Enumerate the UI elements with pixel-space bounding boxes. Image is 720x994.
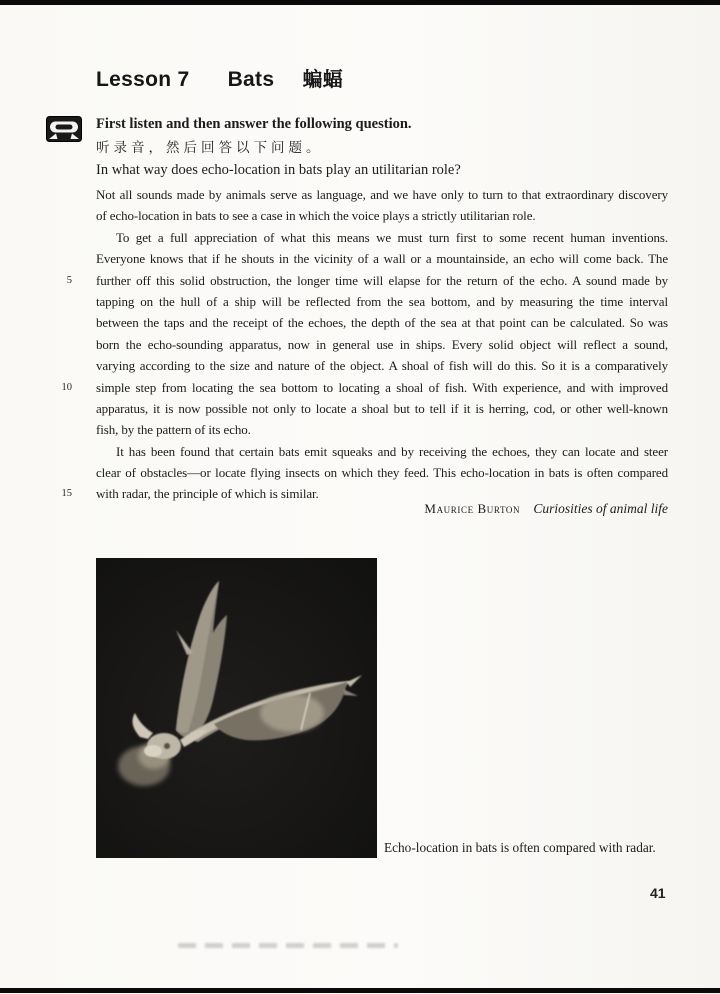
passage-line-text: simple step from locating the sea bottom to locating a shoal of fish. With experience, and with improved [96,379,668,395]
line-number [56,312,72,333]
passage-line [56,291,668,312]
passage-line-text: It has been found that certain bats emit squeaks and by receiving the echoes, they can locate and steer [116,443,668,459]
passage-line-text: Everyone knows that if he shouts in the vicinity of a wall or a mountainside, an echo will come back. The [96,251,668,267]
passage-line-text: clear of obstacles—or locate flying insects on which they feed. This echo-location in bats is often compared [96,465,668,481]
lesson-title [96,63,343,92]
passage-line-text: varying according to the size and nature of the object. A shoal of fish will do this. So it is a comparatively [96,358,668,374]
line-number [56,355,72,376]
source-attribution [56,501,668,517]
passage-line-text: of echo-location in bats to see a case in which the voice plays a strictly utilitarian role. [96,208,536,224]
line-number [56,441,72,462]
passage-line [56,419,668,440]
line-number [56,248,72,269]
photo-caption: Echo-location in bats is often compared with radar. [384,840,656,855]
bat-photo-illustration [96,558,377,858]
reading-passage [56,184,668,505]
passage-line-text: with radar, the principle of which is similar. [96,486,319,502]
line-number [56,227,72,248]
line-number [56,398,72,419]
passage-line-text: Not all sounds made by animals serve as language, and we have only to turn to that extraordinary discovery [96,187,668,202]
listen-instruction-english: First listen and then answer the following question. [96,116,412,132]
passage-line [56,227,668,248]
passage-line [56,334,668,355]
scan-edge-top [0,0,720,5]
passage-line [56,377,668,398]
line-number [56,334,72,355]
lesson-number: Lesson 7 [96,68,190,91]
line-number [56,205,72,226]
attribution-author: Maurice Burton [424,501,521,516]
passage-line [56,312,668,333]
line-number: 15 [61,488,72,500]
passage-line-text: between the taps and the receipt of the echoes, the depth of the sea at that point can be calculated. So was [96,315,668,331]
attribution-work-title: Curiosities of animal life [533,501,668,516]
passage-line [56,462,668,483]
lesson-subject-chinese: 蝙蝠 [302,69,344,91]
passage-line-text: fish, by the pattern of its echo. [96,422,251,438]
page-number: 41 [650,885,666,901]
line-number [56,291,72,312]
passage-line-text: To get a full appreciation of what this means we must turn first to some recent human inventions. [116,229,668,245]
passage-line [56,441,668,462]
passage-line [56,248,668,269]
line-number: 5 [66,274,72,286]
listen-text-block [96,113,461,182]
passage-line [56,270,668,291]
listening-instructions [46,113,461,182]
line-number: 10 [61,381,72,393]
listen-instruction-chinese: 听录音，然后回答以下问题。 [96,140,324,155]
passage-line-text: apparatus, it is now possible not only to locate a shoal but to tell if it is herring, cod, or other well-known [96,400,668,416]
passage-line [56,205,668,226]
passage-line-text: tapping on the hull of a ship will be reflected from the sea bottom, and by measuring the time interval [96,293,668,309]
comprehension-question: In what way does echo-location in bats play an utilitarian role? [96,162,461,178]
passage-line [56,398,668,419]
passage-line-text: further off this solid obstruction, the longer time will elapse for the return of the echo. A sound made by [96,272,668,288]
cassette-tape-icon [46,116,82,142]
line-number [56,419,72,440]
passage-line-text: born the echo-sounding apparatus, now in general use in ships. Every solid object will reflect a sound, [96,336,668,352]
lesson-subject: Bats [227,68,275,91]
passage-line [56,184,668,205]
line-number [56,462,72,483]
ink-showthrough-artifact [178,943,398,948]
passage-line [56,355,668,376]
line-number [56,184,72,205]
bat-photograph [96,558,377,858]
scan-edge-bottom [0,988,720,993]
